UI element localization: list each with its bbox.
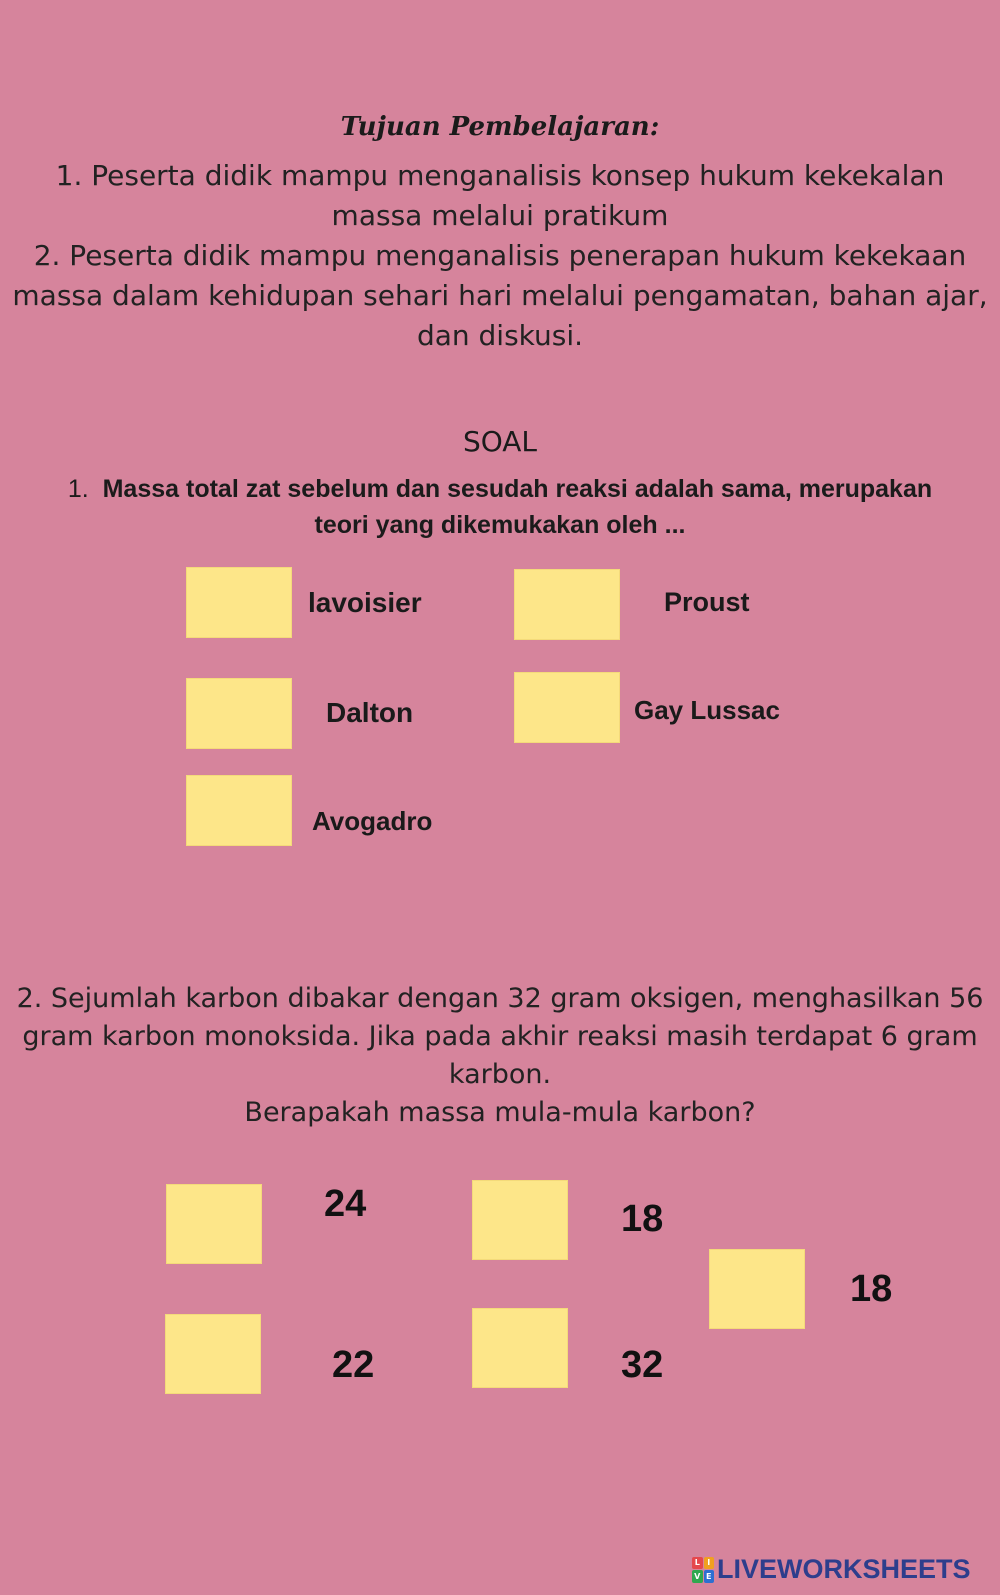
option-label-gay-lussac: Gay Lussac: [634, 695, 780, 725]
option-label-22: 22: [332, 1344, 375, 1386]
question-2-line-1: 2. Sejumlah karbon dibakar dengan 32 gram oksigen, menghasilkan 56: [16, 983, 984, 1014]
option-label-proust: Proust: [664, 587, 750, 617]
answer-box-proust[interactable]: [514, 569, 620, 640]
objective-line-4: massa dalam kehidupan sehari hari melalui pengamatan, bahan ajar,: [12, 279, 988, 312]
question-2-line-4: Berapakah massa mula-mula karbon?: [244, 1097, 756, 1128]
answer-box-32[interactable]: [472, 1308, 568, 1388]
option-label-18-second: 18: [850, 1268, 893, 1310]
answer-box-22[interactable]: [165, 1314, 261, 1394]
question-2-text: [10, 980, 990, 1132]
liveworksheets-logo: [692, 1554, 971, 1585]
option-label-32: 32: [621, 1344, 664, 1386]
question-1-number: 1.: [67, 475, 89, 503]
option-label-24: 24: [324, 1183, 367, 1225]
answer-box-avogadro[interactable]: [186, 775, 292, 846]
answer-box-18-first[interactable]: [472, 1180, 568, 1260]
question-1-text: [30, 471, 970, 543]
brand-icon-letter-i: I: [704, 1557, 715, 1570]
objective-line-1: 1. Peserta didik mampu menganalisis konsep hukum kekekalan: [55, 159, 945, 192]
option-label-dalton: Dalton: [326, 697, 414, 728]
answer-box-24[interactable]: [166, 1184, 262, 1264]
objective-line-5: dan diskusi.: [416, 319, 584, 352]
option-label-18-first: 18: [621, 1198, 664, 1240]
brand-icon-letter-v: V: [692, 1570, 703, 1583]
answer-box-18-second[interactable]: [709, 1249, 805, 1329]
option-label-lavoisier: lavoisier: [308, 587, 422, 618]
question-1-line-2: teori yang dikemukakan oleh ...: [314, 511, 686, 539]
question-2-line-2: gram karbon monoksida. Jika pada akhir reaksi masih terdapat 6 gram: [22, 1021, 978, 1052]
question-1-line-1: Massa total zat sebelum dan sesudah reaksi adalah sama, merupakan: [102, 475, 933, 503]
answer-box-dalton[interactable]: [186, 678, 292, 749]
brand-icon-letter-l: L: [692, 1557, 703, 1570]
answer-box-gay-lussac[interactable]: [514, 672, 620, 743]
objective-line-3: 2. Peserta didik mampu menganalisis penerapan hukum kekekaan: [33, 239, 967, 272]
option-label-avogadro: Avogadro: [312, 806, 433, 836]
liveworksheets-brand-text: LIVEWORKSHEETS: [717, 1554, 971, 1584]
objective-line-2: massa melalui pratikum: [331, 199, 669, 232]
question-2-line-3: karbon.: [448, 1059, 552, 1090]
objectives-heading: Tujuan Pembelajaran:: [340, 112, 660, 142]
soal-title: SOAL: [462, 425, 538, 458]
answer-box-lavoisier[interactable]: [186, 567, 292, 638]
liveworksheets-icon: [692, 1557, 714, 1583]
brand-icon-letter-e: E: [704, 1570, 715, 1583]
